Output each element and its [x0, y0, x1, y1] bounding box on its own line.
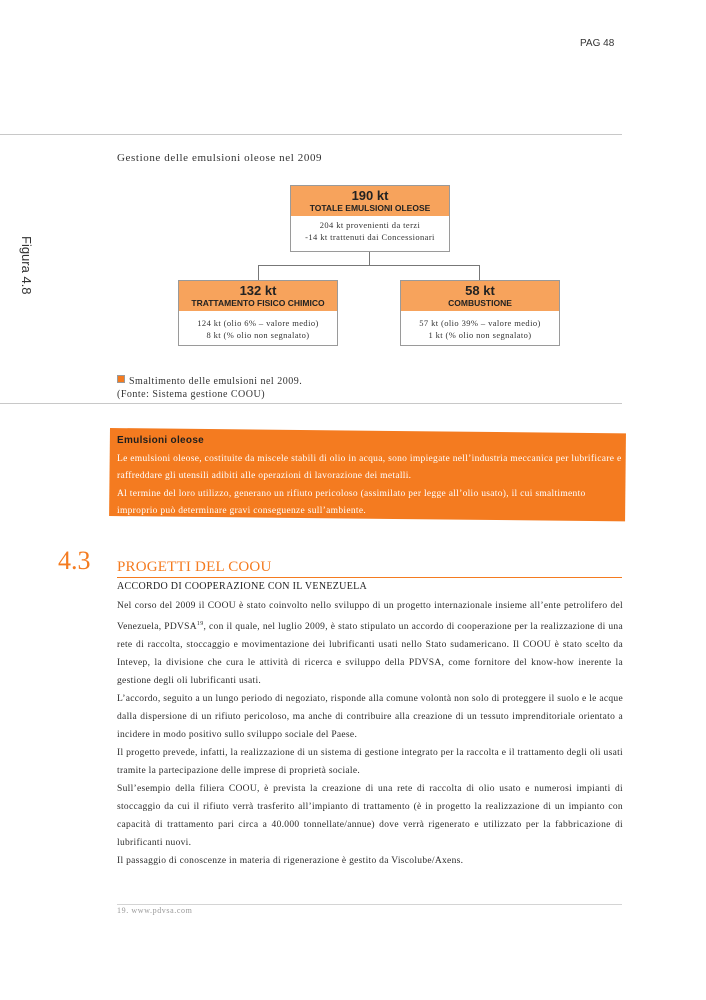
- top-divider: [0, 134, 622, 135]
- node-left-detail-line: 8 kt (% olio non segnalato): [206, 330, 310, 340]
- connector-right-drop: [479, 265, 480, 280]
- node-combustion-header: [401, 281, 559, 311]
- figure-title: Gestione delle emulsioni oleose nel 2009: [117, 152, 323, 164]
- page-number: PAG 48: [580, 38, 615, 49]
- node-combustion: [400, 280, 560, 346]
- footnote: 19. www.pdvsa.com: [117, 906, 193, 915]
- footnote-ref: 19: [196, 621, 204, 627]
- node-total-detail: [291, 216, 449, 247]
- callout-content: [117, 432, 625, 521]
- section-subheading: ACCORDO DI COOPERAZIONE CON IL VENEZUELA: [117, 581, 368, 592]
- connector-left-drop: [258, 265, 259, 280]
- legend-source: (Fonte: Sistema gestione COOU): [117, 389, 266, 400]
- footnote-divider: [117, 904, 622, 905]
- section-title-rule: [117, 577, 622, 578]
- body-text-run: , con il quale, nel luglio 2009, è stato stipulato un accordo di cooperazione per la realizzazione di una rete di raccolta, stoccaggio e movimentazione dei lubrificanti usati nello Stato sudamericano. Il COOU è stato scelto da Intevep, la divisione che cura le attività di ricerca e sviluppo della PDVSA, come fornitore del know-how inerente la gestione degli oli lubrificanti usati.: [117, 622, 623, 687]
- body-paragraph: L’accordo, seguito a un lungo periodo di negoziato, risponde alla comune volontà non solo di proteggere il suolo e le acque dalla dispersione di un rifiuto pericoloso, ma anche di contribuire alla creazione di un tessuto imprenditoriale orientato a incidere in modo positivo sullo sviluppo sociale del Paese.: [117, 694, 623, 741]
- node-left-detail-line: 124 kt (olio 6% – valore medio): [197, 318, 319, 328]
- node-total-detail-line: 204 kt provenienti da terzi: [319, 220, 421, 230]
- legend-caption-row: [117, 375, 302, 388]
- figure-side-label: [20, 236, 34, 296]
- node-left-detail: [179, 311, 337, 345]
- node-right-value: 58 kt: [465, 283, 495, 298]
- node-left-value: 132 kt: [239, 283, 277, 298]
- node-total-value: 190 kt: [351, 188, 389, 203]
- section-body: [117, 597, 623, 870]
- body-paragraph: Il passaggio di conoscenze in materia di rigenerazione è gestito da Viscolube/Axens.: [117, 856, 464, 867]
- body-paragraph: Il progetto prevede, infatti, la realizzazione di un sistema di gestione integrato per la raccolta e il trattamento degli oli usati tramite la partecipazione delle imprese di proprietà sociale.: [117, 748, 623, 777]
- node-physical-chemical-header: [179, 281, 337, 311]
- node-total-label: TOTALE EMULSIONI OLEOSE: [309, 203, 431, 213]
- figure-number: Figura 4.8: [19, 236, 34, 295]
- connector-horizontal: [258, 265, 480, 266]
- connector-root-stem: [369, 251, 370, 265]
- section-number: 4.3: [58, 546, 91, 575]
- node-right-detail: [401, 311, 559, 345]
- node-right-detail-line: 57 kt (olio 39% – valore medio): [419, 318, 541, 328]
- node-right-detail-line: 1 kt (% olio non segnalato): [428, 330, 532, 340]
- figure-legend: [117, 375, 302, 401]
- callout-title: Emulsioni oleose: [117, 435, 205, 446]
- legend-swatch-icon: [117, 375, 125, 383]
- body-paragraph: [117, 597, 623, 690]
- body-paragraph: Sull’esempio della filiera COOU, è prevista la creazione di una rete di raccolta di olio usato e numerosi impianti di stoccaggio da cui il rifiuto verrà trasferito all’impianto di trattamento (è in progetto la realizzazione di un impianto con capacità di trattamento pari circa a 40.000 tonnellate/annue) dove verrà rigenerato e utilizzato per la fabbricazione di lubrificanti nuovi.: [117, 784, 623, 849]
- figure-divider: [0, 403, 622, 404]
- node-left-label: TRATTAMENTO FISICO CHIMICO: [191, 298, 325, 308]
- node-total-emulsions-header: [291, 186, 449, 216]
- body-text-run: Nel corso del 2009 il COOU è stato coinvolto nello sviluppo di un progetto internazionale insieme all’ente petrolifero del Venezuela, PDVSA: [117, 601, 623, 633]
- legend-caption: Smaltimento delle emulsioni nel 2009.: [129, 376, 303, 387]
- section-title: PROGETTI DEL COOU: [117, 559, 272, 575]
- node-total-detail-line: -14 kt trattenuti dai Concessionari: [305, 232, 435, 242]
- node-right-label: COMBUSTIONE: [448, 298, 512, 308]
- callout-paragraph: Le emulsioni oleose, costituite da miscele stabili di olio in acqua, sono impiegate nell’industria meccanica per lubrificare e raffreddare gli utensili adibiti alle operazioni di lavorazione dei metalli.: [117, 453, 622, 481]
- node-total-emulsions: [290, 185, 450, 252]
- callout-paragraph: Al termine del loro utilizzo, generano un rifiuto pericoloso (assimilato per legge all’olio usato), il cui smaltimento improprio può determinare gravi conseguenze sull’ambiente.: [117, 488, 586, 516]
- node-physical-chemical: [178, 280, 338, 346]
